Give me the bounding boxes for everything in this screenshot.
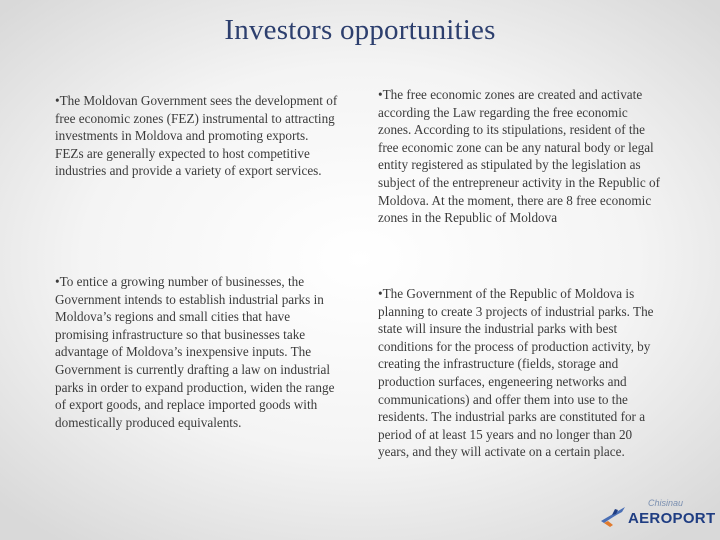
logo-city-text: Chisinau: [648, 498, 684, 508]
paragraph-industrial-parks-intent: •To entice a growing number of businesses, the Government intends to establish industrial parks in Moldova’s regions and small cities that have promising infrastructure so that businesses take advantage of Moldova’s inexpensive inputs. The Government is currently drafting a law on industrial parks in order to expand production, widen the range of export goods, and replace imported goods with domestically produced equivalents.: [55, 274, 335, 430]
airport-logo: [598, 497, 716, 537]
paragraph-fez-law: •The free economic zones are created and activate according the Law regarding the free economic zones. According to its stipulations, resident of the free economic zone can be any natural body or legal entity registered as stipulated by the legislation as subject of the entrepreneur activity in the Republic of Moldova. At the moment, there are 8 free economic zones in the Republic of Moldova: [378, 87, 660, 226]
airplane-icon: [598, 503, 628, 533]
slide-title: Investors opportunities: [224, 14, 496, 46]
paragraph-fez-development: •The Moldovan Government sees the development of free economic zones (FEZ) instrumental to attracting investments in Moldova and promoting exports. FEZs are generally expected to host competitive industries and provide a variety of export services.: [55, 93, 338, 179]
logo-brand-text: AEROPORT: [628, 510, 716, 527]
paragraph-industrial-parks-projects: •The Government of the Republic of Moldova is planning to create 3 projects of industrial parks. The state will insure the industrial parks with best conditions for the process of production activity, by creating the infrastructure (fields, storage and production surfaces, engeneering networks and communications) and offer them into use to the residents. The industrial parks are constituted for a period of at least 15 years and no longer than 20 years, and they will activate on a certain place.: [378, 286, 654, 460]
